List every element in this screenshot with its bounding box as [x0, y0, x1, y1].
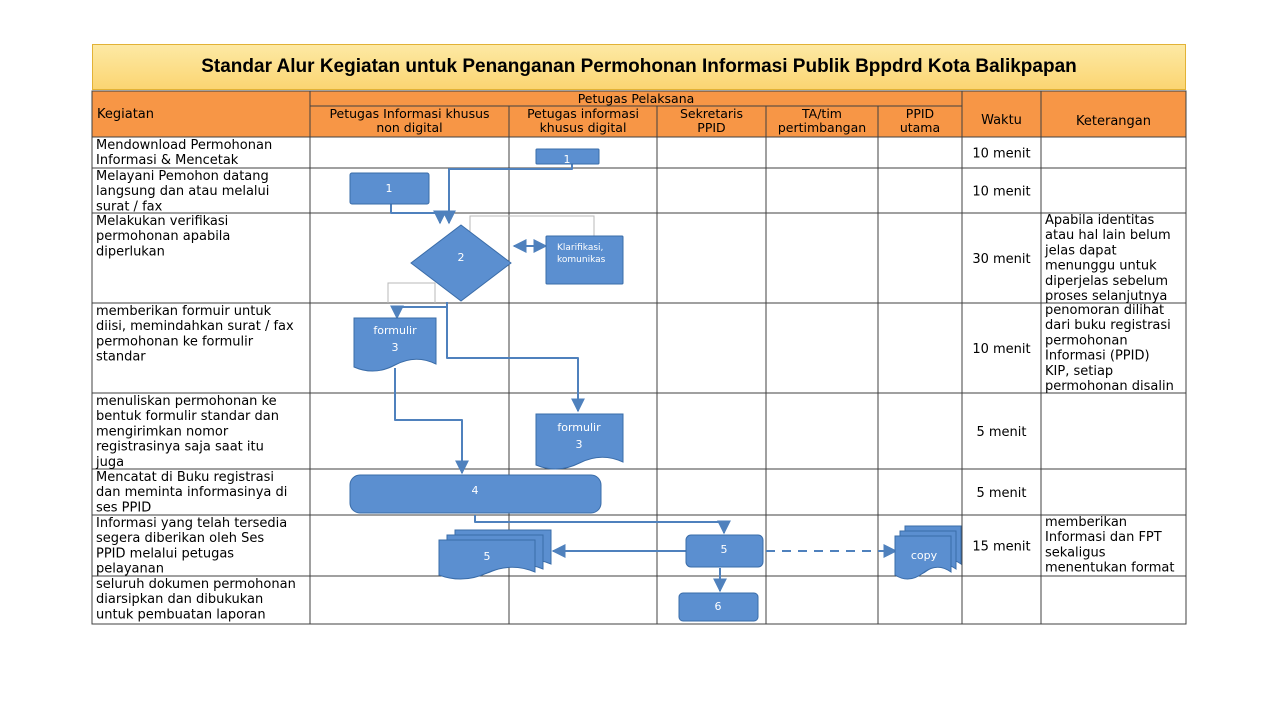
row-kegiatan: pelayanan: [96, 561, 164, 577]
row-keterangan: permohonan: [1045, 333, 1128, 349]
row-kegiatan: diperlukan: [96, 244, 165, 260]
header-waktu: Waktu: [981, 113, 1022, 128]
connector-1-nondigital: [391, 204, 440, 223]
row-kegiatan: surat / fax: [96, 199, 163, 215]
header-lane-label: Petugas Informasi khusus: [329, 106, 490, 121]
row-kegiatan: untuk pembuatan laporan: [96, 607, 266, 623]
row-kegiatan: Mencatat di Buku registrasi: [96, 470, 275, 485]
process-1-digital-label: 1: [563, 153, 571, 166]
row-kegiatan: dan meminta informasinya di: [96, 485, 288, 501]
connectors: [391, 164, 896, 591]
row-kegiatan: Informasi yang telah tersedia: [96, 516, 288, 531]
row-kegiatan: standar: [96, 349, 146, 365]
process-klarifikasi-label: Klarifikasi,: [557, 243, 604, 253]
header-lane-label: non digital: [376, 120, 443, 135]
header-lane-label: utama: [899, 120, 941, 135]
row-keterangan: menentukan format: [1045, 560, 1175, 576]
connector-formulir-nondigital: [397, 302, 447, 318]
header-lane-label: Petugas informasi: [527, 106, 639, 121]
row-keterangan: Informasi dan FPT: [1045, 530, 1162, 546]
header-kegiatan: Kegiatan: [97, 107, 155, 122]
connector-formulir-to-4: [395, 368, 462, 473]
row-keterangan: menunggu untuk: [1045, 258, 1157, 274]
connector-1-digital: [449, 164, 572, 223]
row-kegiatan: PPID melalui petugas: [96, 546, 235, 562]
header-petugas-pelaksana: Petugas Pelaksana: [577, 91, 695, 106]
row-kegiatan: permohonan ke formulir: [96, 334, 254, 350]
row-keterangan: penomoran dilihat: [1045, 303, 1165, 318]
row-keterangan: jelas dapat: [1045, 243, 1117, 259]
row-kegiatan: bentuk formulir standar dan: [96, 409, 279, 425]
row-kegiatan: menuliskan permohonan ke: [96, 394, 277, 409]
row-keterangan: proses selanjutnya: [1045, 289, 1168, 304]
header-lane-label: PPID: [905, 106, 935, 121]
row-kegiatan: ses PPID: [96, 500, 152, 516]
header-lane-label: PPID: [697, 120, 726, 135]
row-waktu: 15 menit: [972, 539, 1031, 555]
document-formulir-nondigital-label: 3: [391, 341, 399, 354]
process-5-ses-label: 5: [720, 543, 728, 556]
row-waktu: 30 menit: [972, 252, 1031, 267]
row-kegiatan: Melakukan verifikasi: [96, 214, 229, 229]
process-klarifikasi-label: komunikas: [557, 255, 606, 265]
row-kegiatan: Informasi & Mencetak: [96, 153, 239, 169]
row-keterangan: Apabila identitas: [1045, 213, 1155, 228]
header-lane-label: Sekretaris: [679, 106, 744, 121]
row-waktu: 10 menit: [972, 146, 1031, 162]
connector-formulir-digital: [447, 302, 578, 411]
header-lane-label: khusus digital: [539, 120, 627, 135]
document-formulir-digital-label: 3: [575, 438, 583, 451]
document-formulir-digital-label: formulir: [557, 421, 601, 434]
row-waktu: 5 menit: [976, 486, 1027, 501]
row-keterangan: KIP, setiap: [1045, 363, 1114, 379]
row-keterangan: diperjelas sebelum: [1045, 273, 1169, 289]
row-kegiatan: seluruh dokumen permohonan: [96, 577, 296, 592]
header-lane-label: pertimbangan: [777, 120, 867, 135]
process-4-label: 4: [471, 484, 479, 497]
process-1-nondigital-label: 1: [385, 182, 393, 195]
row-keterangan: dari buku registrasi: [1045, 318, 1171, 334]
multidoc-5-label: 5: [483, 550, 491, 563]
row-keterangan: Informasi (PPID): [1045, 348, 1150, 364]
row-kegiatan: permohonan apabila: [96, 229, 231, 245]
row-kegiatan: registrasinya saja saat itu: [96, 439, 264, 455]
row-kegiatan: memberikan formuir untuk: [96, 304, 272, 319]
diagram-title-text: Standar Alur Kegiatan untuk Penanganan Permohonan Informasi Publik Bppdrd Kota Balikpapan: [201, 56, 1077, 77]
row-kegiatan: Mendownload Permohonan: [96, 138, 273, 153]
row-keterangan: sekaligus: [1045, 545, 1106, 561]
header-keterangan: Keterangan: [1076, 114, 1151, 129]
header-lane-label: TA/tim: [802, 106, 842, 121]
row-keterangan: atau hal lain belum: [1045, 228, 1171, 244]
row-waktu: 10 menit: [972, 184, 1031, 200]
row-keterangan: permohonan disalin: [1045, 379, 1174, 394]
row-kegiatan: diisi, memindahkan surat / fax: [96, 319, 294, 335]
row-kegiatan: Melayani Pemohon datang: [96, 169, 269, 184]
guide-line: [470, 216, 594, 237]
row-kegiatan: langsung dan atau melalui: [96, 184, 270, 200]
row-kegiatan: segera diberikan oleh Ses: [96, 531, 265, 547]
row-kegiatan: juga: [96, 454, 125, 470]
decision-2-label: 2: [457, 251, 465, 264]
process-6-label: 6: [714, 600, 722, 613]
row-waktu: 5 menit: [976, 425, 1027, 440]
multidoc-copy-label: copy: [910, 549, 938, 562]
row-waktu: 10 menit: [972, 342, 1031, 357]
row-kegiatan: diarsipkan dan dibukukan: [96, 592, 264, 608]
document-formulir-nondigital-label: formulir: [373, 324, 417, 337]
row-kegiatan: mengirimkan nomor: [96, 424, 229, 440]
row-keterangan: memberikan: [1045, 515, 1128, 530]
guide-line: [388, 283, 435, 303]
